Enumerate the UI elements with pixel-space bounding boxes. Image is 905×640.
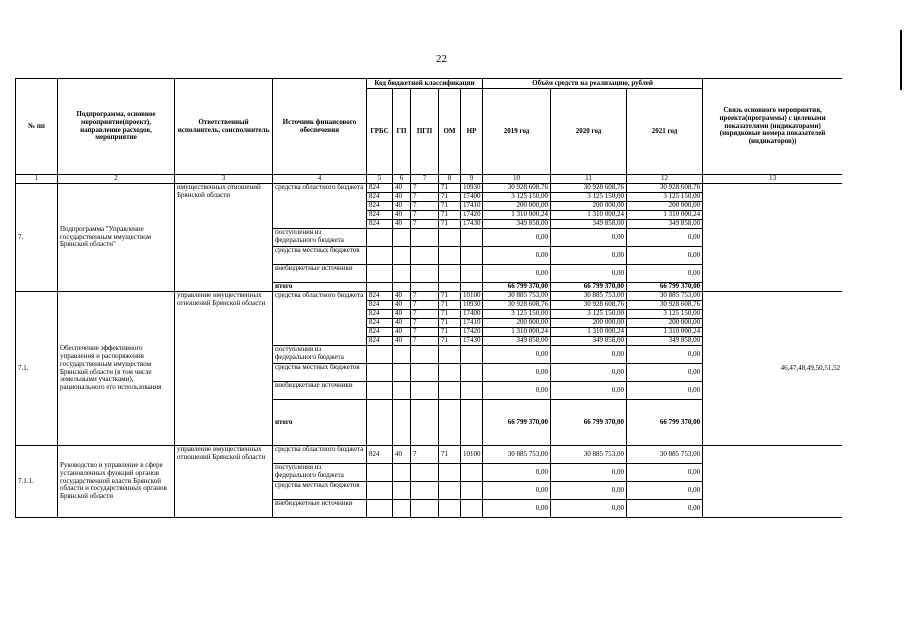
amount-2019: 30 928 608,76	[483, 184, 551, 193]
code-grbs: 824	[367, 328, 393, 337]
code-nr: 17400	[461, 193, 483, 202]
amount-2019: 0,00	[483, 464, 551, 482]
code-om: 71	[439, 220, 461, 229]
total-amount-2020: 66 799 370,00	[551, 283, 627, 292]
table-row	[16, 184, 843, 193]
amount-2021: 0,00	[627, 364, 703, 382]
code-nr: 17430	[461, 337, 483, 346]
amount-2019: 3 125 150,00	[483, 310, 551, 319]
code-om: 71	[439, 328, 461, 337]
funding-source: поступления из федерального бюджета	[273, 229, 367, 247]
code-grbs	[367, 283, 393, 292]
code-om: 71	[439, 184, 461, 193]
code-gp: 40	[393, 193, 411, 202]
column-index-13: 13	[703, 175, 842, 184]
code-pgp: 7	[411, 310, 439, 319]
code-grbs: 824	[367, 202, 393, 211]
amount-2019: 200 000,00	[483, 319, 551, 328]
code-pgp	[411, 247, 439, 265]
code-nr	[461, 229, 483, 247]
amount-2021: 0,00	[627, 346, 703, 364]
activity-name: Обеспечение эффективного управления и распоряжения государственным имуществом Брянской области (в том числе земельными участками), рационального его использования	[58, 292, 175, 446]
code-grbs	[367, 482, 393, 500]
funding-source: внебюджетные источники	[273, 382, 367, 400]
total-label: итого	[273, 283, 367, 292]
amount-2020: 0,00	[551, 364, 627, 382]
column-index-6: 6	[393, 175, 411, 184]
funding-source: поступления из федерального бюджета	[273, 346, 367, 364]
amount-2019: 1 310 000,24	[483, 328, 551, 337]
code-gp	[393, 400, 411, 446]
header-name: Подпрограмма, основное мероприятие(проект), направление расходов, мероприятие	[58, 79, 175, 175]
code-pgp	[411, 482, 439, 500]
code-om	[439, 382, 461, 400]
code-grbs: 824	[367, 319, 393, 328]
amount-2020: 0,00	[551, 247, 627, 265]
code-grbs: 824	[367, 211, 393, 220]
code-nr	[461, 382, 483, 400]
amount-2021: 200 000,00	[627, 202, 703, 211]
code-grbs: 824	[367, 292, 393, 301]
code-grbs	[367, 346, 393, 364]
column-index-10: 10	[483, 175, 551, 184]
code-gp: 40	[393, 292, 411, 301]
responsible-executor: управление имущественных отношений Брянской области	[175, 446, 273, 518]
code-om	[439, 464, 461, 482]
code-pgp: 7	[411, 292, 439, 301]
amount-2020: 3 125 150,00	[551, 310, 627, 319]
amount-2021: 3 125 150,00	[627, 193, 703, 202]
code-pgp	[411, 265, 439, 283]
code-pgp	[411, 229, 439, 247]
total-label: итого	[273, 400, 367, 446]
row-number: 7.1.1.	[16, 446, 58, 518]
amount-2019: 0,00	[483, 482, 551, 500]
header-amounts-group: Объём средств на реализацию, рублей	[483, 79, 703, 89]
column-index-9: 9	[461, 175, 483, 184]
amount-2020: 30 885 753,00	[551, 292, 627, 301]
amount-2021: 0,00	[627, 482, 703, 500]
header-link: Связь основного мероприятия, проекта(программы) с целевыми показателями (индикаторами) (порядковые номера показателей (индикаторов))	[703, 79, 842, 175]
code-om: 71	[439, 337, 461, 346]
code-gp: 40	[393, 202, 411, 211]
code-gp: 40	[393, 220, 411, 229]
code-pgp: 7	[411, 319, 439, 328]
amount-2021: 30 885 753,00	[627, 292, 703, 301]
code-gp	[393, 247, 411, 265]
column-index-8: 8	[439, 175, 461, 184]
column-index-1: 1	[16, 175, 58, 184]
amount-2020: 1 310 000,24	[551, 328, 627, 337]
code-nr: 17400	[461, 310, 483, 319]
amount-2020: 349 858,00	[551, 337, 627, 346]
code-om: 71	[439, 193, 461, 202]
amount-2021: 30 885 753,00	[627, 446, 703, 464]
amount-2020: 0,00	[551, 500, 627, 518]
amount-2021: 0,00	[627, 464, 703, 482]
code-grbs: 824	[367, 446, 393, 464]
code-pgp: 7	[411, 220, 439, 229]
column-index-5: 5	[367, 175, 393, 184]
amount-2021: 0,00	[627, 247, 703, 265]
amount-2020: 30 885 753,00	[551, 446, 627, 464]
amount-2021: 0,00	[627, 229, 703, 247]
amount-2020: 30 928 608,76	[551, 184, 627, 193]
amount-2021: 30 928 608,76	[627, 184, 703, 193]
total-amount-2021: 66 799 370,00	[627, 400, 703, 446]
total-amount-2019: 66 799 370,00	[483, 283, 551, 292]
code-pgp	[411, 400, 439, 446]
amount-2021: 3 125 150,00	[627, 310, 703, 319]
code-nr: 10100	[461, 446, 483, 464]
amount-2020: 200 000,00	[551, 202, 627, 211]
code-nr: 10930	[461, 184, 483, 193]
code-om	[439, 265, 461, 283]
column-index-11: 11	[551, 175, 627, 184]
code-pgp: 7	[411, 301, 439, 310]
amount-2021: 200 000,00	[627, 319, 703, 328]
code-nr	[461, 464, 483, 482]
code-om	[439, 247, 461, 265]
code-nr	[461, 283, 483, 292]
code-grbs	[367, 500, 393, 518]
amount-2019: 349 858,00	[483, 337, 551, 346]
header-codes-group: Код бюджетной классификации	[367, 79, 483, 89]
budget-table	[15, 78, 842, 518]
code-pgp: 7	[411, 337, 439, 346]
code-grbs	[367, 364, 393, 382]
code-gp: 40	[393, 446, 411, 464]
amount-2019: 200 000,00	[483, 202, 551, 211]
column-index-4: 4	[273, 175, 367, 184]
page-number: 22	[436, 53, 447, 65]
code-nr	[461, 400, 483, 446]
code-om: 71	[439, 310, 461, 319]
code-pgp	[411, 283, 439, 292]
amount-2020: 349 858,00	[551, 220, 627, 229]
indicator-link	[703, 446, 842, 518]
funding-source: средства местных бюджетов	[273, 247, 367, 265]
code-grbs	[367, 229, 393, 247]
amount-2020: 0,00	[551, 482, 627, 500]
code-nr: 10100	[461, 292, 483, 301]
code-nr: 17430	[461, 220, 483, 229]
amount-2020: 0,00	[551, 464, 627, 482]
column-index-2: 2	[58, 175, 175, 184]
amount-2020: 1 310 000,24	[551, 211, 627, 220]
indicator-link: 46,47,48,49,50,51,52	[703, 292, 842, 446]
code-gp: 40	[393, 211, 411, 220]
total-amount-2021: 66 799 370,00	[627, 283, 703, 292]
header-pgp: ПГП	[411, 89, 439, 175]
code-grbs	[367, 464, 393, 482]
code-gp: 40	[393, 337, 411, 346]
table-row	[16, 292, 843, 301]
header-grbs: ГРБС	[367, 89, 393, 175]
amount-2019: 0,00	[483, 265, 551, 283]
code-gp	[393, 464, 411, 482]
code-nr	[461, 346, 483, 364]
code-om	[439, 500, 461, 518]
code-nr: 17420	[461, 328, 483, 337]
amount-2019: 30 885 753,00	[483, 446, 551, 464]
code-grbs: 824	[367, 220, 393, 229]
amount-2019: 0,00	[483, 382, 551, 400]
header-nr: НР	[461, 89, 483, 175]
code-grbs: 824	[367, 301, 393, 310]
code-pgp	[411, 364, 439, 382]
amount-2020: 0,00	[551, 229, 627, 247]
code-nr	[461, 482, 483, 500]
amount-2021: 349 858,00	[627, 220, 703, 229]
amount-2021: 30 928 608,76	[627, 301, 703, 310]
code-gp: 40	[393, 328, 411, 337]
amount-2019: 0,00	[483, 247, 551, 265]
amount-2019: 349 858,00	[483, 220, 551, 229]
code-om: 71	[439, 292, 461, 301]
amount-2021: 0,00	[627, 382, 703, 400]
code-grbs: 824	[367, 184, 393, 193]
amount-2019: 0,00	[483, 500, 551, 518]
amount-2020: 200 000,00	[551, 319, 627, 328]
total-amount-2020: 66 799 370,00	[551, 400, 627, 446]
scan-edge-mark	[900, 30, 902, 90]
code-om	[439, 400, 461, 446]
code-gp: 40	[393, 301, 411, 310]
amount-2020: 0,00	[551, 382, 627, 400]
funding-source: средства областного бюджета	[273, 184, 367, 229]
code-om: 71	[439, 202, 461, 211]
code-om	[439, 364, 461, 382]
code-gp: 40	[393, 319, 411, 328]
code-pgp	[411, 346, 439, 364]
code-om: 71	[439, 446, 461, 464]
code-nr: 17410	[461, 319, 483, 328]
indicator-link	[703, 184, 842, 292]
table-row	[16, 446, 843, 464]
funding-source: средства местных бюджетов	[273, 364, 367, 382]
code-gp	[393, 482, 411, 500]
code-om	[439, 229, 461, 247]
code-om: 71	[439, 319, 461, 328]
budget-table-frame	[15, 78, 842, 578]
code-nr	[461, 364, 483, 382]
row-number: 7.	[16, 184, 58, 292]
code-pgp	[411, 464, 439, 482]
code-pgp	[411, 500, 439, 518]
code-grbs	[367, 265, 393, 283]
responsible-executor: имущественных отношений Брянской области	[175, 184, 273, 292]
column-index-7: 7	[411, 175, 439, 184]
activity-name: Подпрограмма "Управление государственным имуществом Брянской области"	[58, 184, 175, 292]
amount-2019: 0,00	[483, 364, 551, 382]
code-pgp: 7	[411, 184, 439, 193]
code-gp: 40	[393, 184, 411, 193]
code-pgp: 7	[411, 193, 439, 202]
funding-source: внебюджетные источники	[273, 500, 367, 518]
code-nr: 17420	[461, 211, 483, 220]
code-grbs: 824	[367, 337, 393, 346]
code-gp	[393, 500, 411, 518]
row-number: 7.1.	[16, 292, 58, 446]
code-pgp: 7	[411, 328, 439, 337]
header-responsible: Ответственный исполнитель, соисполнитель	[175, 79, 273, 175]
code-pgp	[411, 382, 439, 400]
amount-2020: 0,00	[551, 265, 627, 283]
code-grbs	[367, 400, 393, 446]
funding-source: поступления из федерального бюджета	[273, 464, 367, 482]
code-nr	[461, 265, 483, 283]
amount-2021: 1 310 000,24	[627, 328, 703, 337]
funding-source: внебюджетные источники	[273, 265, 367, 283]
code-om	[439, 482, 461, 500]
total-amount-2019: 66 799 370,00	[483, 400, 551, 446]
amount-2019: 3 125 150,00	[483, 193, 551, 202]
amount-2020: 30 928 608,76	[551, 301, 627, 310]
activity-name: Руководство и управление в сфере установленных функций органов государственной власти Брянской области и государственных органов Брянской области	[58, 446, 175, 518]
code-gp	[393, 229, 411, 247]
code-nr: 17410	[461, 202, 483, 211]
responsible-executor: управление имущественных отношений Брянской области	[175, 292, 273, 446]
amount-2020: 3 125 150,00	[551, 193, 627, 202]
amount-2020: 0,00	[551, 346, 627, 364]
code-grbs: 824	[367, 310, 393, 319]
code-om: 71	[439, 301, 461, 310]
header-2021: 2021 год	[627, 89, 703, 175]
amount-2019: 30 885 753,00	[483, 292, 551, 301]
code-om	[439, 283, 461, 292]
code-gp	[393, 283, 411, 292]
code-nr	[461, 247, 483, 265]
amount-2021: 1 310 000,24	[627, 211, 703, 220]
header-gp: ГП	[393, 89, 411, 175]
header-num: № пп	[16, 79, 58, 175]
code-gp	[393, 265, 411, 283]
amount-2019: 0,00	[483, 229, 551, 247]
code-pgp: 7	[411, 202, 439, 211]
header-om: ОМ	[439, 89, 461, 175]
amount-2021: 349 858,00	[627, 337, 703, 346]
code-grbs	[367, 382, 393, 400]
code-nr: 10930	[461, 301, 483, 310]
amount-2019: 30 928 608,76	[483, 301, 551, 310]
code-nr	[461, 500, 483, 518]
code-grbs: 824	[367, 193, 393, 202]
amount-2019: 1 310 000,24	[483, 211, 551, 220]
amount-2019: 0,00	[483, 346, 551, 364]
code-pgp: 7	[411, 211, 439, 220]
code-om: 71	[439, 211, 461, 220]
code-gp	[393, 346, 411, 364]
code-gp	[393, 364, 411, 382]
funding-source: средства местных бюджетов	[273, 482, 367, 500]
column-index-3: 3	[175, 175, 273, 184]
funding-source: средства областного бюджета	[273, 292, 367, 346]
amount-2021: 0,00	[627, 500, 703, 518]
header-2020: 2020 год	[551, 89, 627, 175]
code-pgp: 7	[411, 446, 439, 464]
amount-2021: 0,00	[627, 265, 703, 283]
column-index-12: 12	[627, 175, 703, 184]
code-gp	[393, 382, 411, 400]
code-gp: 40	[393, 310, 411, 319]
code-grbs	[367, 247, 393, 265]
header-2019: 2019 год	[483, 89, 551, 175]
code-om	[439, 346, 461, 364]
funding-source: средства областного бюджета	[273, 446, 367, 464]
header-source: Источник финансового обеспечения	[273, 79, 367, 175]
